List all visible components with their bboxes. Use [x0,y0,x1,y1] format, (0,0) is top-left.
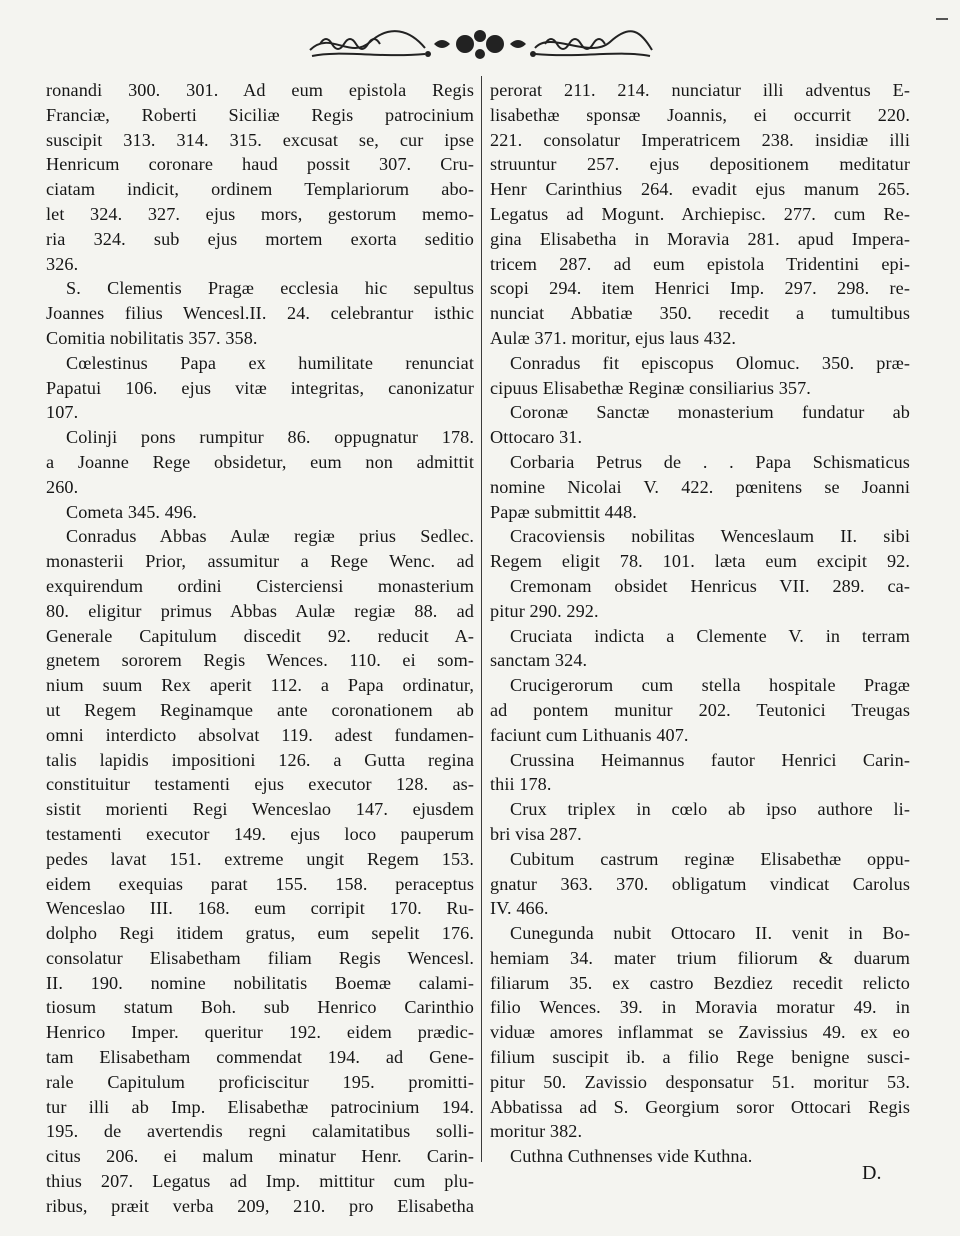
text-line: tricem 287. ad eum epistola Tridentini epi- [490,253,910,274]
text-line: Henricum coronare haud possit 307. Cru- [46,154,474,175]
text-line: filium suscipit ib. a filio Rege benigne susci- [490,1047,910,1068]
text-line: ribus, præit verba 209, 210. pro Elisabetha [46,1195,474,1216]
text-line: Cometa 345. 496. [66,501,197,522]
text-line: S. Clementis Pragæ ecclesia hic sepultus [66,278,474,299]
corner-mark [936,18,948,20]
text-line: Crussina Heimannus fautor Henrici Carin- [510,749,910,770]
text-line: Conradus fit episcopus Olomuc. 350. præ- [510,352,910,373]
text-line: Henrico Imper. queritur 192. eidem prædic- [46,1022,474,1043]
text-line: citus 206. ei malum minatur Henr. Carin- [46,1146,474,1167]
text-line: rale Capitulum proficiscitur 195. promitti- [46,1071,474,1092]
text-line: sanctam 324. [490,650,588,671]
text-line: Cruciata indicta a Clemente V. in terram [510,625,910,646]
text-line: nunciat Abbatiæ 350. recedit a tumultibus [490,303,910,324]
text-line: Cubitum castrum reginæ Elisabethæ oppu- [510,848,910,869]
text-line: Corbaria Petrus de . . Papa Schismaticus [510,451,910,472]
text-line: IV. 466. [490,898,549,919]
text-line: Aulæ 371. moritur, ejus laus 432. [490,327,737,348]
text-line: Wenceslao III. 168. eum corripit 170. Ru- [46,898,474,919]
text-line: 260. [46,476,79,497]
text-line: Cracoviensis nobilitas Wenceslaum II. sibi [510,526,910,547]
text-line: ut Regem Reginamque ante coronationem ab [46,699,474,720]
left-column [46,78,474,1219]
text-line: thii 178. [490,774,552,795]
text-line: sistit morienti Regi Wenceslao 147. ejusdem [46,799,474,820]
text-line: Legatus ad Mogunt. Archiepisc. 277. cum Re- [490,203,910,224]
ornament-graphic [300,20,660,68]
text-line: Papæ submittit 448. [490,501,637,522]
text-line: Joannes filius Wencesl.II. 24. celebrantur isthic [46,303,474,324]
text-line: Crucigerorum cum stella hospitale Pragæ [510,675,910,696]
text-line: Franciæ, Roberti Siciliæ Regis patrocinium [46,104,474,125]
text-line: pitur 290. 292. [490,600,599,621]
text-line: Cunegunda nubit Ottocaro II. venit in Bo- [510,923,910,944]
text-line: a Joanne Rege obsidetur, eum non admittit [46,451,474,472]
text-line: Crux triplex in cœlo ab ipso authore li- [510,799,910,820]
text-line: perorat 211. 214. nunciatur illi adventus E- [490,80,910,100]
text-line: scopi 294. item Henrici Imp. 297. 298. re- [490,278,910,299]
text-line: viduæ amores inflammat se Zavissius 49. ex eo [490,1022,910,1043]
text-line: lisabethæ sponsæ Joannis, ei occurrit 220. [490,104,910,125]
text-line: pedes lavat 151. extreme ungit Regem 153. [46,848,474,869]
text-line: 195. de avertendis regni calamitatibus solli- [46,1121,474,1142]
text-line: Comitia nobilitatis 357. 358. [46,327,258,348]
text-line: tam Elisabetham commendat 194. ad Gene- [46,1047,474,1068]
text-line: Coronæ Sanctæ monasterium fundatur ab [510,402,910,423]
text-line: eidem exequias parat 155. 158. peraceptus [46,873,474,894]
text-line: dolpho Regi itidem gratus, eum sepelit 176. [46,923,474,944]
text-line: II. 190. nomine nobilitatis Boemæ calami- [46,972,474,993]
text-line: cipuus Elisabethæ Reginæ consiliarius 357. [490,377,811,398]
right-column [490,78,910,1169]
text-line: ronandi 300. 301. Ad eum epistola Regis [46,80,474,100]
text-line: hemiam 34. mater trium filiorum & duarum [490,947,910,968]
text-line: gnatur 363. 370. obligatum vindicat Carolus [490,873,910,894]
text-line: nomine Nicolai V. 422. pœnitens se Joanni [490,476,910,497]
text-line: Henr Carinthius 264. evadit ejus manum 265. [490,179,910,200]
text-line: testamenti executor 149. ejus loco pauperum [46,823,474,844]
text-line: 80. eligitur primus Abbas Aulæ regiæ 88. ad [46,600,474,621]
text-line: filiarum 35. ex castro Bezdiez recedit relicto [490,972,910,993]
text-line: faciunt cum Lithuanis 407. [490,724,689,745]
text-line: Ottocaro 31. [490,427,583,448]
head-ornament [300,20,660,68]
text-line: 107. [46,402,79,423]
text-line: ria 324. sub ejus mortem exorta seditio [46,228,474,249]
text-line: exquirendum ordini Cisterciensi monasterium [46,575,474,596]
text-line: pitur 50. Zavissio desponsatur 51. moritur 53. [490,1071,910,1092]
text-line: Cuthna Cuthnenses vide Kuthna. [510,1146,753,1167]
text-line: omni interdicto absolvat 119. adest fundamen- [46,724,474,745]
text-line: let 324. 327. ejus mors, gestorum memo- [46,203,474,224]
text-line: Cœlestinus Papa ex humilitate renunciat [66,352,474,373]
text-line: suscipit 313. 314. 315. excusat se, cur ipse [46,129,474,150]
text-line: Regem eligit 78. 101. læta eum excipit 92. [490,551,910,572]
text-line: moritur 382. [490,1121,583,1142]
text-line: nium suum Rex aperit 112. a Papa ordinatur, [46,675,474,696]
text-line: ad pontem munitur 202. Teutonici Treugas [490,699,910,720]
text-line: Generale Capitulum discedit 92. reducit A- [46,625,474,646]
text-line: ciatam indicit, ordinem Templariorum abo- [46,179,474,200]
text-line: consolatur Elisabetham filiam Regis Wencesl. [46,947,474,968]
column-divider [481,76,482,1162]
text-line: constituitur testamenti ejus executor 128. as- [46,774,474,795]
text-line: bri visa 287. [490,823,582,844]
text-line: gina Elisabetha in Moravia 281. apud Impera- [490,228,910,249]
text-line: Conradus Abbas Aulæ regiæ prius Sedlec. [66,526,474,547]
text-line: struuntur 257. ejus depositionem meditatur [490,154,910,175]
text-line: Colinji pons rumpitur 86. oppugnatur 178. [66,427,474,448]
text-line: monasterii Prior, assumitur a Rege Wenc. ad [46,551,474,572]
text-line: 221. consolatur Imperatricem 238. insidiæ illi [490,129,910,150]
text-line: 326. [46,253,79,274]
text-line: tur illi ab Imp. Elisabethæ patrocinium 194. [46,1096,474,1117]
text-line: talis lapidis impositioni 126. a Gutta regina [46,749,474,770]
text-line: Abbatissa ad S. Georgium soror Ottocari Regis [490,1096,910,1117]
text-line: thius 207. Legatus ad Imp. mittitur cum plu- [46,1171,474,1192]
text-line: Cremonam obsidet Henricus VII. 289. ca- [510,575,910,596]
text-line: tiosum statum Boh. sub Henrico Carinthio [46,997,474,1018]
text-line: Papatui 106. ejus vitæ integritas, canonizatur [46,377,474,398]
catchword: D. [862,1162,882,1184]
text-line: filio Wences. 39. in Moravia moratur 49. in [490,997,910,1018]
text-line: gnetem sororem Regis Wences. 110. ei som- [46,650,474,671]
